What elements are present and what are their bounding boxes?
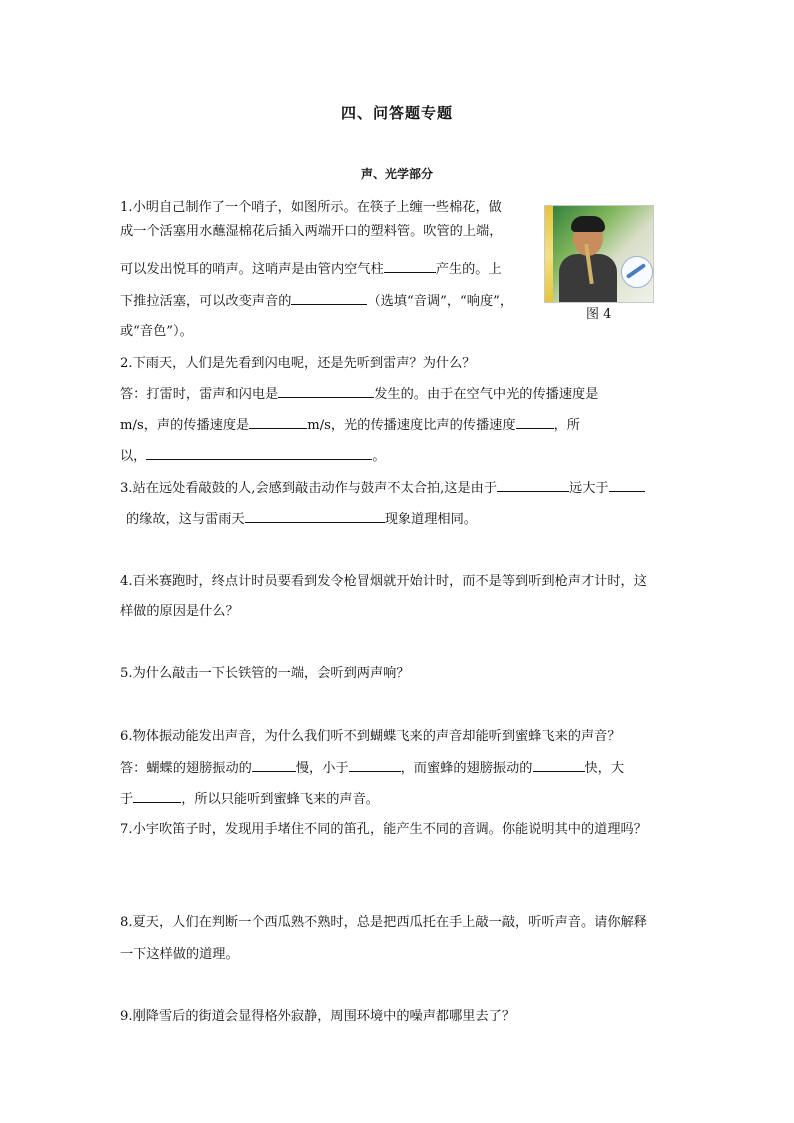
q1-line1: 1.小明自己制作了一个哨子，如图所示。在筷子上缠一些棉花，做 <box>120 200 502 215</box>
photo-frame-stripe <box>545 206 553 302</box>
q3-line2-text-b: 现象道理相同。 <box>384 512 477 527</box>
page-title: 四、问答题专题 <box>340 104 453 122</box>
q6-answer-text-b: 慢，小于 <box>295 761 349 776</box>
section-subtitle: 声、光学部分 <box>360 167 433 181</box>
q3-blank-1[interactable] <box>497 477 569 492</box>
q2-answer-text-f: 以， <box>120 449 147 464</box>
q2-blank-2[interactable] <box>249 414 307 429</box>
boy-hair-shape <box>571 216 605 232</box>
q2-answer-line2 <box>120 414 580 438</box>
q7-line1: 7.小宇吹笛子时，发现用手堵住不同的笛孔，能产生不同的音调。你能说明其中的道理吗？ <box>120 822 647 837</box>
q3-line1-text-b: 远大于 <box>569 481 609 496</box>
figure-photo-boy-whistle <box>544 205 654 303</box>
q3-line2-text-a: 的缘故，这与雷雨天 <box>126 512 245 527</box>
figure-label: 图 4 <box>586 307 612 322</box>
q1-line3-text-b: 产生的。上 <box>435 262 502 277</box>
q4-line2: 样做的原因是什么？ <box>120 604 239 619</box>
q2-answer-line1 <box>120 383 598 407</box>
q8-line2: 一下这样做的道理。 <box>120 947 239 962</box>
q6-answer-text-a: 答：蝴蝶的翅膀振动的 <box>120 761 252 776</box>
q1-line2: 成一个活塞用水蘸湿棉花后插入两端开口的塑料管。吹管的上端， <box>120 224 503 239</box>
q1-line4-text-a: 下推拉活塞，可以改变声音的 <box>120 294 292 309</box>
q3-line1-text-a: 3.站在远处看敲鼓的人,会感到敲击动作与鼓声不太合拍,这是由于 <box>120 481 498 496</box>
q2-answer-text-e: ，所 <box>553 418 580 433</box>
q4-line1: 4.百米赛跑时，终点计时员要看到发令枪冒烟就开始计时，而不是等到听到枪声才计时，这 <box>120 574 647 589</box>
q2-blank-1[interactable] <box>278 383 374 398</box>
q2-answer-text-c: m/s，声的传播速度是 <box>120 418 250 433</box>
q3-line1 <box>120 477 645 501</box>
q2-answer-text-a: 答：打雷时，雷声和闪电是 <box>120 387 279 402</box>
q1-line5: 或“音色”）。 <box>120 324 193 339</box>
q6-blank-1[interactable] <box>252 757 296 772</box>
q9-line1: 9.刚降雪后的街道会显得格外寂静，周围环境中的噪声都哪里去了？ <box>120 1009 516 1024</box>
q6-question: 6.物体振动能发出声音，为什么我们听不到蝴蝶飞来的声音却能听到蜜蜂飞来的声音？ <box>120 729 621 744</box>
q2-answer-text-b: 发生的。由于在空气中光的传播速度是 <box>374 387 599 402</box>
q3-line2 <box>126 508 477 532</box>
q6-answer-line2 <box>120 788 379 812</box>
q3-blank-2[interactable] <box>609 477 645 492</box>
q2-question: 2.下雨天，人们是先看到闪电呢，还是先听到雷声？为什么？ <box>120 356 476 371</box>
q6-answer-text-d: 快，大 <box>584 761 625 776</box>
q2-answer-line3 <box>120 445 386 469</box>
q1-line3 <box>120 258 502 282</box>
q1-line4-text-b: （选填“音调”，“响度”， <box>367 294 514 309</box>
q6-blank-2[interactable] <box>349 757 401 772</box>
q8-line1: 8.夏天，人们在判断一个西瓜熟不熟时，总是把西瓜托在手上敲一敲，听听声音。请你解释 <box>120 915 647 930</box>
q6-answer-text-f: ，所以只能听到蜜蜂飞来的声音。 <box>181 792 379 807</box>
q1-blank-2[interactable] <box>291 290 367 305</box>
q2-answer-text-g: 。 <box>372 449 386 464</box>
q1-blank-1[interactable] <box>384 258 436 273</box>
q6-blank-4[interactable] <box>133 788 181 803</box>
q1-line3-text-a: 可以发出悦耳的哨声。这哨声是由管内空气柱 <box>120 262 384 277</box>
q5-line1: 5.为什么敲击一下长铁管的一端，会听到两声响？ <box>120 666 410 681</box>
q1-line4 <box>120 290 513 314</box>
q6-blank-3[interactable] <box>533 757 585 772</box>
q3-blank-3[interactable] <box>245 508 385 523</box>
q2-answer-text-d: m/s，光的传播速度比声的传播速度 <box>307 418 516 433</box>
q2-blank-4[interactable] <box>146 445 372 460</box>
q2-blank-3[interactable] <box>516 414 554 429</box>
q6-answer-line1 <box>120 757 624 781</box>
q6-answer-text-e: 于 <box>120 792 134 807</box>
q6-answer-text-c: ，而蜜蜂的翅膀振动的 <box>400 761 533 776</box>
